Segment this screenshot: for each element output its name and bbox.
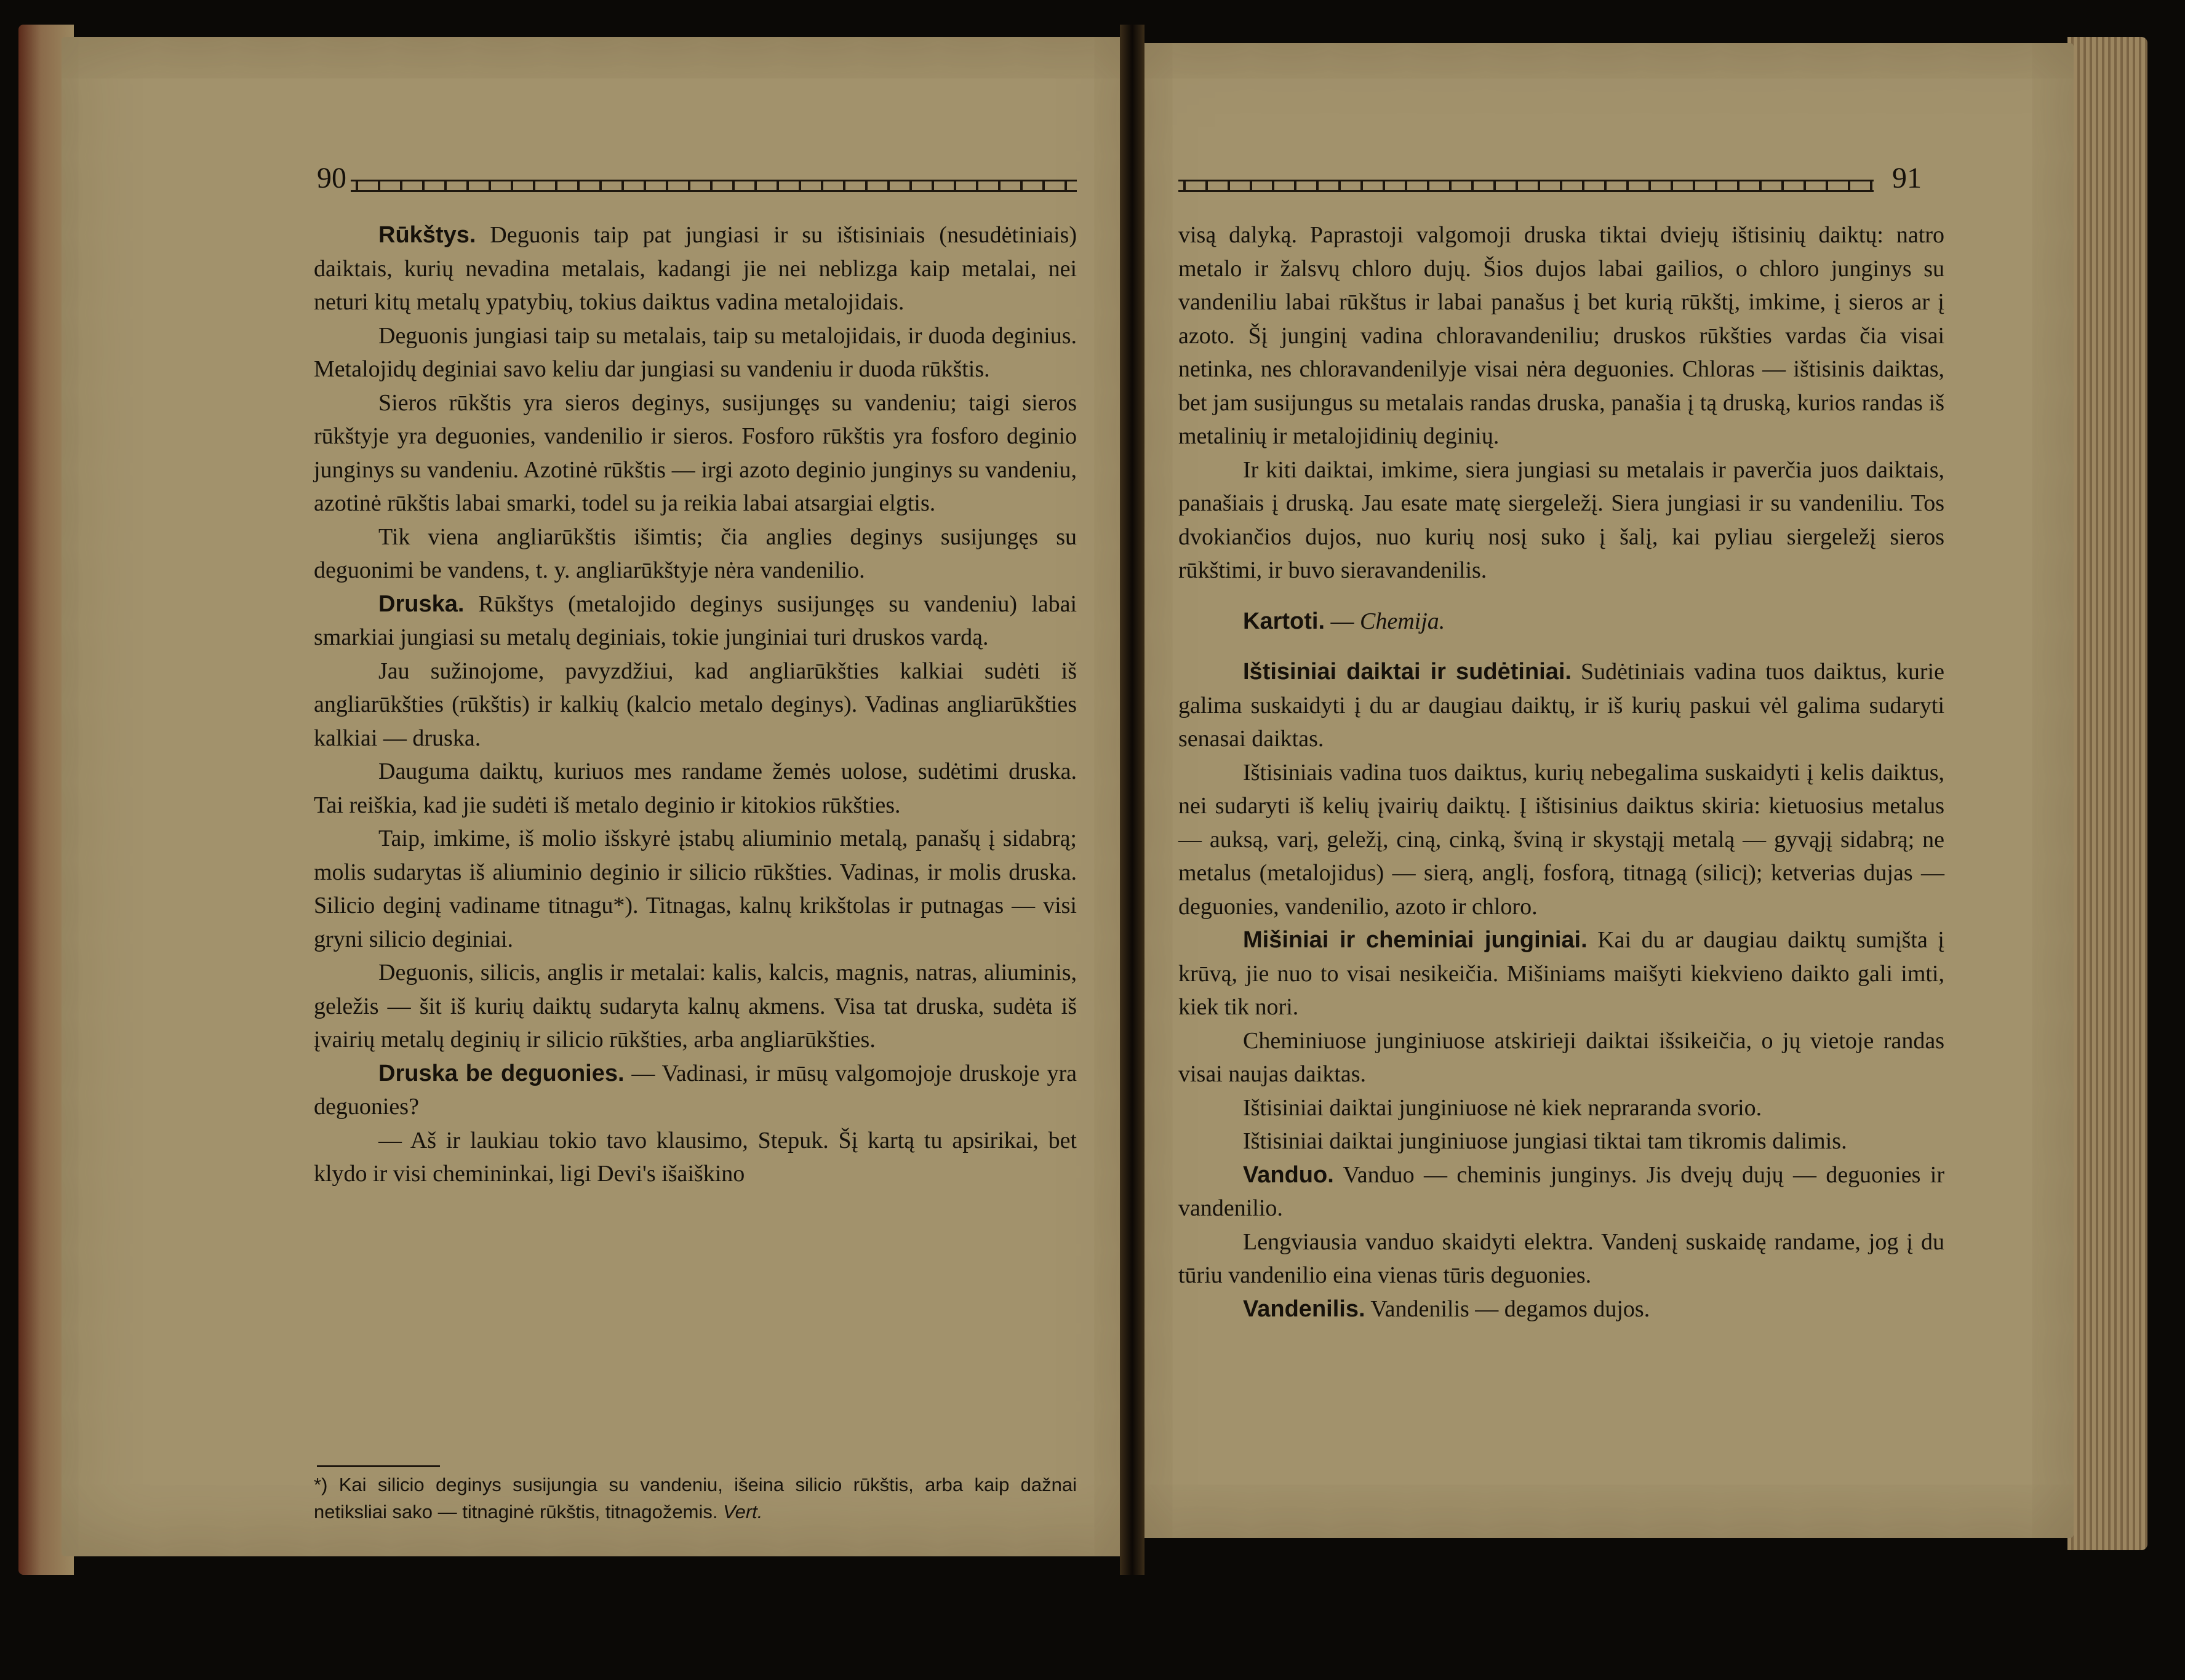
page-number-left: 90 [317, 162, 346, 194]
paragraph: Kartoti. — Chemija. [1243, 608, 1445, 634]
paragraph: Jau sužinojome, pavyzdžiui, kad angliarūkšties kalkiai sudėti iš angliarūkšties (rūkštis) ir kalkių (kalcio metalo deginys). Vadinas angliarūkšties kalkiai — druska. [314, 658, 1077, 751]
paragraph: Dauguma daiktų, kuriuos mes randame žemės uolose, sudėtimi druska. Tai reiškia, kad jie sudėti iš metalo deginio ir kitokios rūkšties. [314, 758, 1077, 818]
footnote-tag: Vert. [723, 1501, 763, 1523]
paragraph: Tik viena angliarūkštis išimtis; čia anglies deginys susijungęs su deguonimi be vandens, t. y. angliarūkštyje nėra vandenilio. [314, 524, 1077, 583]
paragraph-lead: Druska be deguonies. [378, 1060, 625, 1086]
footnote: *) Kai silicio deginys susijungia su vandeniu, išeina silicio rūkštis, arba kaip dažnai netiksliai sako — titnaginė rūkštis, titnagožemis. Vert. [314, 1474, 1077, 1523]
paragraph: Taip, imkime, iš molio išskyrė įstabų aliuminio metalą, panašų į sidabrą; molis sudarytas iš aliuminio deginio ir silicio rūkšties. Vadinas, ir molis druska. Silicio deginį vadiname titnagu*). Titnagas, kalnų krikštolas ir putnagas — visi gryni silicio deginiai. [314, 826, 1077, 952]
section-heading: Kartoti. [1243, 608, 1325, 634]
page-number-right: 91 [1892, 162, 1922, 194]
paragraph: Cheminiuose junginiuose atskirieji daiktai išsikeičia, o jų vietoje randas visai naujas daiktas. [1178, 1027, 1944, 1087]
paragraph: Deguonis, silicis, anglis ir metalai: kalis, kalcis, magnis, natras, aliuminis, geležis — šit iš kurių daiktų sudaryta kalnų akmens. Visa tat druska, sudėta iš įvairių metalų deginių ir silicio rūkšties, arba angliarūkšties. [314, 960, 1077, 1053]
paragraph-lead: Rūkštys. [378, 222, 476, 248]
paragraph-lead: Mišiniai ir cheminiai junginiai. [1243, 927, 1588, 953]
paragraph-lead: Vanduo. [1243, 1161, 1334, 1188]
paragraph: Vandenilis. Vandenilis — degamos dujos. [1243, 1296, 1650, 1322]
header-ornament-right [1178, 180, 1874, 192]
paragraph: Rūkštys. Deguonis taip pat jungiasi ir su ištisiniais (nesudėtiniais) daiktais, kurių nevadina metalais, kadangi jie nei neblizga kaip metalai, nei neturi kitų metalų ypatybių, tokius daiktus vadina metalojidais. [314, 222, 1077, 315]
paragraph: visą dalyką. Paprastoji valgomoji druska tiktai dviejų ištisinių daiktų: natro metalo ir žalsvų chloro dujų. Šios dujos labai gailios, o chloro junginys su vandeniliu labai rūkštus ir labai panašus į bet kurią rūkštį, imkime, į sieros ar į azoto. Šį junginį vadina chloravandeniliu; druskos rūkšties vardas čia visai netinka, nes chloravandenilyje visai nėra deguonies. Chloras — ištisinis daiktas, bet jam susijungus su metalais randas druska, panašia į tą druską, kurios randas iš metalinių ir metalojidinių deginių. [1178, 222, 1944, 449]
paragraph: Ir kiti daiktai, imkime, siera jungiasi su metalais ir paverčia juos daiktais, panašiais į druską. Jau esate matę siergeležį. Siera jungiasi ir su vandeniliu. Tos dvokiančios dujos, nuo kurių nosį suko į šalį, kai pyliau siergeležį sieros rūkštimi, ir buvo sieravandenilis. [1178, 456, 1944, 583]
paragraph: — Aš ir laukiau tokio tavo klausimo, Stepuk. Šį kartą tu apsirikai, bet klydo ir visi chemininkai, ligi Devi's išaiškino [314, 1127, 1077, 1187]
paragraph: Sieros rūkštis yra sieros deginys, susijungęs su vandeniu; taigi sieros rūkštyje yra deguonies, vandenilio ir sieros. Fosforo rūkštis yra fosforo deginio junginys su vandeniu. Azotinė rūkštis — irgi azoto deginio junginys su vandeniu, azotinė rūkštis labai smarki, todel su ja reikia labai atsargiai elgtis. [314, 389, 1077, 516]
paragraph: Lengviausia vanduo skaidyti elektra. Vandenį suskaidę randame, jog į du tūriu vandenilio eina vienas tūris deguonies. [1178, 1228, 1944, 1288]
paragraph: Druska be deguonies. — Vadinasi, ir mūsų valgomojoje druskoje yra deguonies? [314, 1060, 1077, 1120]
paragraph-lead: Druska. [378, 591, 465, 617]
paragraph-lead: Ištisiniai daiktai ir sudėtiniai. [1243, 659, 1572, 685]
left-page-text [314, 218, 1077, 1191]
paragraph: Ištisiniai daiktai ir sudėtiniai. Sudėtiniais vadina tuos daiktus, kurie galima suskaidyti į du ar daugiau daiktų, ir iš kurių paskui vėl galima sudaryti senasai daiktas. [1178, 659, 1944, 752]
footnote-rule [317, 1465, 440, 1467]
paragraph: Vanduo. Vanduo — cheminis junginys. Jis dvejų dujų — deguonies ir vandenilio. [1178, 1161, 1944, 1221]
paragraph-lead: Vandenilis. [1243, 1296, 1365, 1322]
paragraph: Ištisiniai daiktai junginiuose nė kiek nepraranda svorio. [1243, 1094, 1762, 1121]
paragraph: Mišiniai ir cheminiai junginiai. Kai du ar daugiau daiktų sumįšta į krūvą, jie nuo to visai nesikeičia. Mišiniams maišyti kiekvieno daikto gali imti, kiek tik nori. [1178, 927, 1944, 1020]
right-page-text [1178, 218, 1944, 1326]
paragraph: Deguonis jungiasi taip su metalais, taip su metalojidais, ir duoda deginius. Metalojidų deginiai savo keliu dar jungiasi su vandeniu ir duoda rūkštis. [314, 322, 1077, 382]
paragraph: Ištisiniai daiktai junginiuose jungiasi tiktai tam tikromis dalimis. [1243, 1128, 1847, 1154]
header-ornament-left [351, 180, 1077, 192]
paragraph: Druska. Rūkštys (metalojido deginys susijungęs su vandeniu) labai smarkiai jungiasi su metalų deginiais, tokie junginiai turi druskos vardą. [314, 591, 1077, 650]
paragraph: Ištisiniais vadina tuos daiktus, kurių nebegalima suskaidyti į kelis daiktus, nei sudaryti iš kelių įvairių daiktų. Į ištisinius daiktus skiria: kietuosius metalus — auksą, varį, geležį, ciną, cinką, šviną ir skystąjį metalą — gyvąjį sidabrą; ne metalus (metalojidus) — sierą, anglį, fosforą, titnagą (silicį); ketverias dujas — deguonies, vandenilio, azoto ir chloro. [1178, 759, 1944, 920]
right-page-edge [2067, 37, 2147, 1550]
book-spine [1120, 25, 1144, 1575]
